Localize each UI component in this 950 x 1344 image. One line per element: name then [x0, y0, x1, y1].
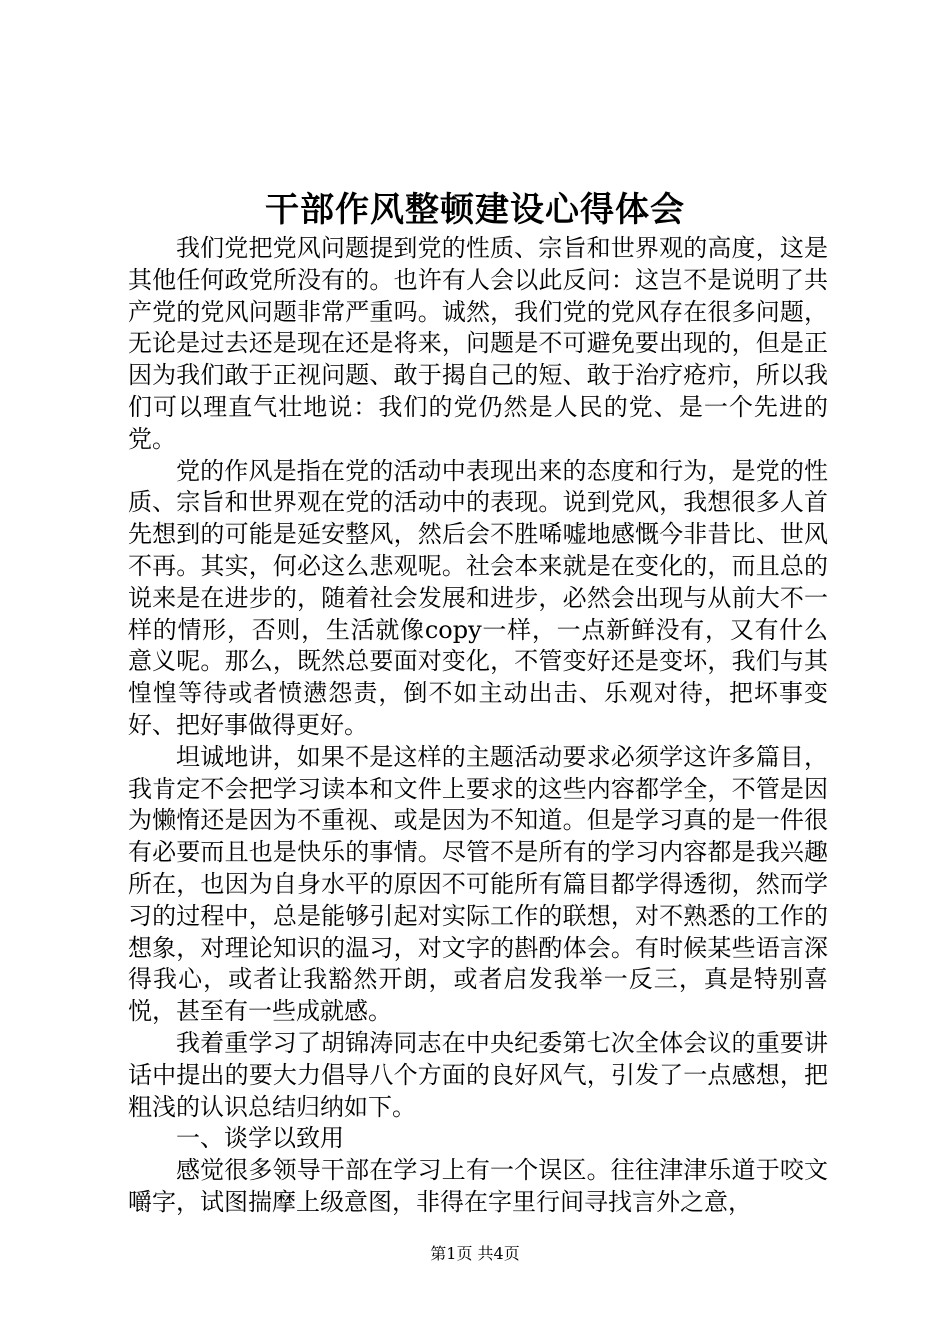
paragraph-5: 感觉很多领导干部在学习上有一个误区。往往津津乐道于咬文嚼字，试图揣摩上级意图，非得在字里行间寻找言外之意，: [128, 1156, 828, 1216]
paragraph-1: 我们党把党风问题提到党的性质、宗旨和世界观的高度，这是其他任何政党所没有的。也许有人会以此反问：这岂不是说明了共产党的党风问题非常严重吗。诚然，我们党的党风存在很多问题，无论是过去还是现在还是将来，问题是不可避免要出现的，但是正因为我们敢于正视问题、敢于揭自己的短、敢于治疗疮疖，所以我们可以理直气壮地说：我们的党仍然是人民的党、是一个先进的党。: [128, 234, 828, 453]
document-body: [128, 233, 828, 1219]
paragraph-3: 坦诚地讲，如果不是这样的主题活动要求必须学这许多篇目，我肯定不会把学习读本和文件上要求的这些内容都学全，不管是因为懒惰还是因为不重视、或是因为不知道。但是学习真的是一件很有必要而且也是快乐的事情。尽管不是所有的学习内容都是我兴趣所在，也因为自身水平的原因不可能所有篇目都学得透彻，然而学习的过程中，总是能够引起对实际工作的联想，对不熟悉的工作的想象，对理论知识的温习，对文字的斟酌体会。有时候某些语言深得我心，或者让我豁然开朗，或者启发我举一反三，真是特别喜悦，甚至有一些成就感。: [128, 742, 828, 1026]
paragraph-4: 我着重学习了胡锦涛同志在中央纪委第七次全体会议的重要讲话中提出的要大力倡导八个方面的良好风气，引发了一点感想，把粗浅的认识总结归纳如下。: [128, 1028, 828, 1121]
paragraph-2: 党的作风是指在党的活动中表现出来的态度和行为，是党的性质、宗旨和世界观在党的活动中的表现。说到党风，我想很多人首先想到的可能是延安整风，然后会不胜唏嘘地感慨今非昔比、世风不再。其实，何必这么悲观呢。社会本来就是在变化的，而且总的说来是在进步的，随着社会发展和进步，必然会出现与从前大不一样的情形，否则，生活就像copy一样，一点新鲜没有，又有什么意义呢。那么，既然总要面对变化，不管变好还是变坏，我们与其惶惶等待或者愤懑怨责，倒不如主动出击、乐观对待，把坏事变好、把好事做得更好。: [128, 456, 828, 739]
page-footer: 第1页 共4页: [430, 1244, 520, 1263]
section-heading: 一、谈学以致用: [176, 1124, 344, 1153]
document-title: 干部作风整顿建设心得体会: [265, 190, 685, 230]
